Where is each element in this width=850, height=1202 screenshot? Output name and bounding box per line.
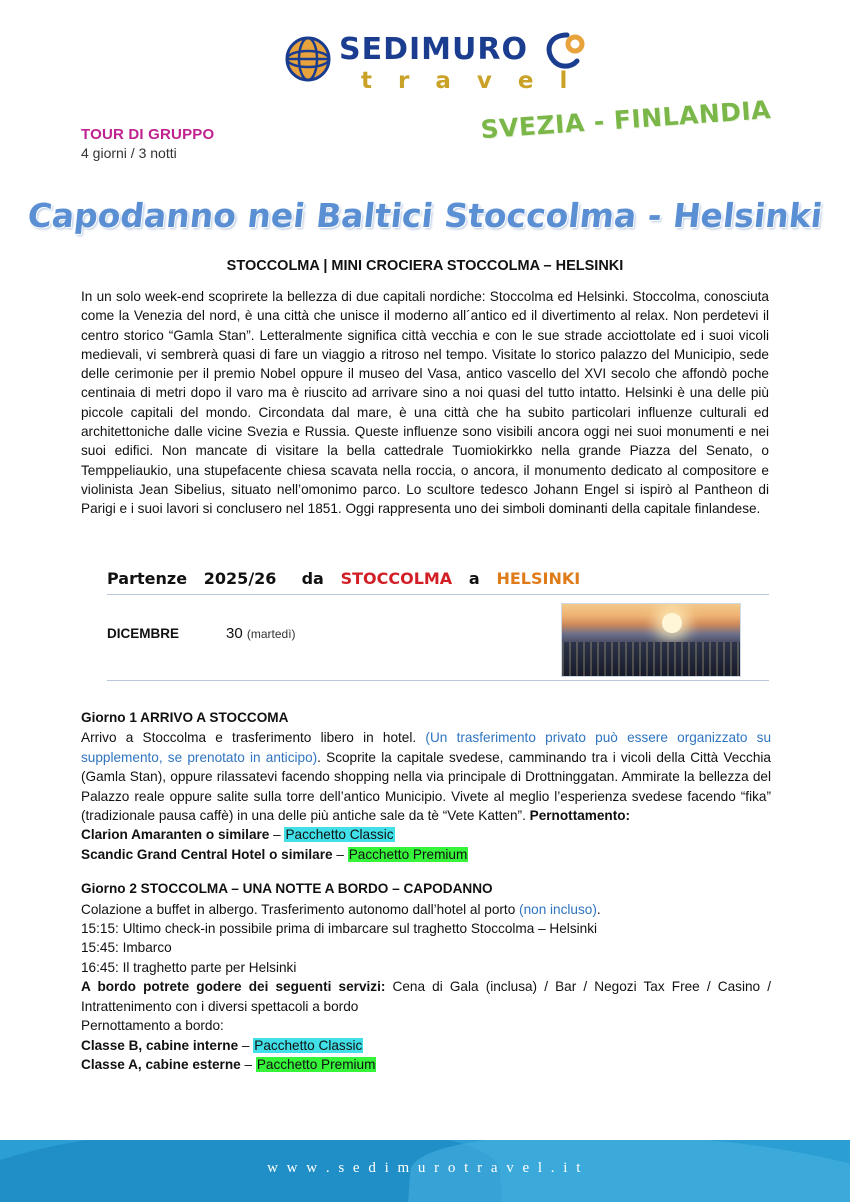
day-2-cabin-2-package: Pacchetto Premium — [256, 1056, 376, 1072]
page-subtitle: STOCCOLMA | MINI CROCIERA STOCCOLMA – HELSINKI — [226, 258, 624, 274]
day-2-line-4: 16:45: Il traghetto parte per Helsinki — [81, 959, 297, 975]
brand-logo — [285, 30, 605, 100]
day-1-text-2: . Scoprite la capitale svedese, camminando tra i vicoli della Città Vecchia (Gamla Stan), oppure rilassatevi facendo shopping nella via principale di Drottninggatan. Ammirate la bellezza del Palazzo reale oppure salite sulla torre dell’antico Municipio. Vivete al meglio l’esperienza svedese facendo “fika” (tradizionale pausa caffè) in una delle più antiche sale da tè “Vete Katten”. — [81, 749, 771, 824]
day-1-hotel-1-dash: – — [269, 827, 285, 843]
day-2-overnight-label: Pernottamento a bordo: — [81, 1018, 224, 1034]
day-2-cabin-2-dash: – — [240, 1056, 256, 1072]
departures-year: 2025/26 — [203, 569, 277, 588]
brand-subtitle: t r a v e l — [361, 68, 577, 94]
departure-day-number: 30 — [226, 625, 243, 642]
day-2-text-1a: Colazione a buffet in albergo. Trasferimento autonomo dall’hotel al porto — [81, 901, 520, 917]
day-2-cabin-1-name: Classe B, cabine interne — [81, 1037, 239, 1053]
day-2-note: (non incluso) — [519, 901, 597, 917]
itinerary-section — [81, 708, 771, 1074]
day-1-note: (Un trasferimento privato può essere organizzato su supplemento, se prenotato in anticipo) — [81, 730, 772, 765]
skyline-graphic — [562, 642, 740, 676]
tour-info — [81, 126, 214, 161]
day-1-overnight-label: Pernottamento: — [529, 808, 631, 824]
day-2-line-1 — [81, 900, 771, 919]
day-1-hotel-2-dash: – — [332, 846, 348, 862]
day-2-line-2: 15:15: Ultimo check-in possibile prima di imbarcare sul traghetto Stoccolma – Helsinki — [81, 921, 598, 937]
itinerary-day-1 — [81, 708, 771, 864]
departures-to-label: a — [468, 569, 480, 588]
day-2-services — [81, 977, 771, 1016]
day-1-body — [81, 728, 771, 825]
footer-website[interactable]: w w w . s e d i m u r o t r a v e l . i t — [267, 1160, 583, 1176]
departure-day — [226, 625, 296, 642]
day-1-hotel-2-package: Pacchetto Premium — [348, 846, 468, 862]
day-1-hotel-2 — [81, 845, 771, 864]
day-2-cabin-1-dash: – — [238, 1037, 254, 1053]
day-1-hotel-1-package: Pacchetto Classic — [285, 827, 394, 843]
departures-header — [107, 569, 769, 595]
sun-graphic — [662, 613, 682, 633]
tour-type-label: TOUR DI GRUPPO — [81, 126, 215, 143]
day-2-text-1b: . — [596, 901, 601, 917]
departures-from-label: da — [301, 569, 324, 588]
day-2-cabin-2-name: Classe A, cabine esterne — [81, 1056, 241, 1072]
brand-name: SEDIMURO — [339, 32, 528, 67]
city-sunset-photo — [561, 603, 741, 677]
departures-label: Partenze — [107, 569, 188, 588]
day-2-cabin-1 — [81, 1036, 771, 1055]
day-1-text-1: Arrivo a Stoccolma e trasferimento libero in hotel. — [81, 730, 426, 746]
day-1-hotel-2-name: Scandic Grand Central Hotel o similare — [81, 846, 333, 862]
day-2-line-3: 15:45: Imbarco — [81, 940, 172, 956]
day-1-hotel-1 — [81, 825, 771, 844]
departure-month: DICEMBRE — [107, 626, 180, 641]
day-2-title: Giorno 2 STOCCOLMA – UNA NOTTE A BORDO – CAPODANNO — [81, 881, 493, 897]
destination-banner: SVEZIA - FINLANDIA — [479, 95, 772, 145]
departures-to-city: HELSINKI — [496, 569, 581, 588]
day-2-services-label: A bordo potrete godere dei seguenti servizi: — [81, 979, 386, 995]
day-2-cabin-1-package: Pacchetto Classic — [254, 1037, 363, 1053]
intro-paragraph: In un solo week-end scoprirete la bellezza di due capitali nordiche: Stoccolma ed Helsinki. Stoccolma, conosciuta come la Venezia del nord, è una città che unisce il moderno all´antico ed il divertimento al relax. Non perdetevi il centro storico “Gamla Stan”. Letteralmente significa città vecchia e con le sue strade acciottolate ed i suoi vicoli medievali, vi sembrerà quasi di fare un viaggio a ritroso nel tempo. Visitate lo storico palazzo del Municipio, sede delle cerimonie per il premio Nobel oppure il museo del Vasa, antico vascello del XVI secolo che affondò poche centinaia di metri dopo il varo ma è riuscito ad arrivare sino a noi quasi del tutto intatto. Helsinki è una delle più piccole capitali del mondo. Circondata dal mare, è una città che ha subito particolari influenze culturali ed architettoniche dalle vicine Svezia e Russia. Queste influenze sono visibili ancora oggi nei suoi monumenti e nei suoi edifici. Non mancate di visitare la bella cattedrale Tuomiokirkko nella grande Piazza del Senato, o Temppeliaukio, una stupefacente chiesa scavata nella roccia, o ancora, il monumento dedicato al compositore e violinista Jean Sibelius, situato nell’omonimo parco. Lo scultore tedesco Johann Engel si ispirò al Pantheon di Parigi e i suoi lavori si conclusero nel 1851. Oggi rappresenta uno dei simboli dominanti della capitale finlandese. — [81, 289, 769, 517]
globe-icon — [285, 36, 331, 82]
itinerary-spacer — [81, 864, 771, 879]
day-2-cabin-2 — [81, 1055, 771, 1074]
day-1-hotel-1-name: Clarion Amaranten o similare — [81, 827, 270, 843]
departure-row — [107, 600, 769, 681]
page-title: Capodanno nei Baltici Stoccolma - Helsinki — [25, 196, 825, 235]
day-2-services-text: Cena di Gala (inclusa) / Bar / Negozi Tax Free / Casino / Intrattenimento con i diversi spettacoli a bordo — [81, 979, 771, 1014]
itinerary-day-2 — [81, 879, 771, 1074]
day-1-title: Giorno 1 ARRIVO A STOCCOMA — [81, 710, 289, 725]
swirl-icon — [539, 30, 587, 78]
tour-duration-label: 4 giorni / 3 notti — [81, 145, 177, 161]
document-footer — [0, 1140, 850, 1202]
departures-from-city: STOCCOLMA — [340, 569, 453, 588]
departure-weekday: (martedì) — [246, 627, 296, 641]
